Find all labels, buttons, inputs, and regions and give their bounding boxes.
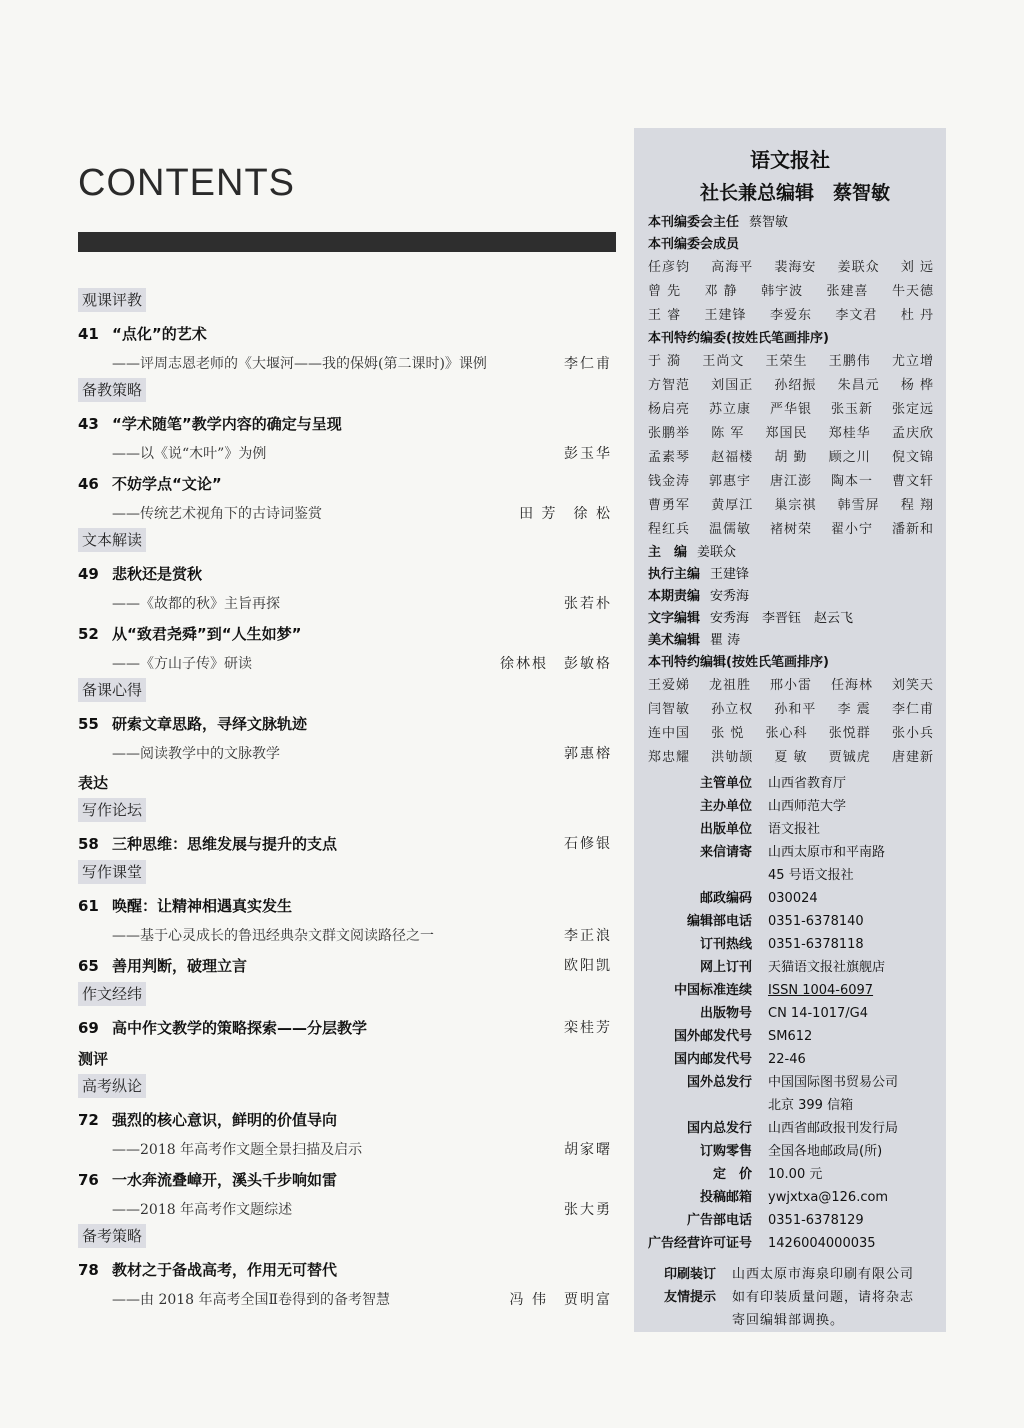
- bottom-key: 印刷装订: [663, 1267, 716, 1282]
- person-name: 褚树荣: [769, 522, 812, 537]
- person-name: 严华银: [769, 402, 812, 417]
- heading-bar: [78, 232, 616, 252]
- article-subtitle: ——以《说“木叶”》为例: [112, 446, 267, 462]
- person-name: 唐江澎: [769, 474, 812, 489]
- person-name: 王荣生: [765, 354, 808, 369]
- article-title: 悲秋还是赏秋: [112, 565, 203, 583]
- page-number: 76: [78, 1171, 99, 1189]
- person-name: 杨 桦: [900, 378, 934, 393]
- section-row: [78, 378, 618, 408]
- page-number: 69: [78, 1019, 99, 1037]
- article-subtitle-row: [78, 350, 618, 378]
- article-title: 高中作文教学的策略探索——分层教学: [112, 1019, 368, 1037]
- article-title-row: [78, 1254, 618, 1286]
- article-subtitle-row: [78, 440, 618, 468]
- article-subtitle-row: [78, 922, 618, 950]
- article-title: 强烈的核心意识，鲜明的价值导向: [112, 1111, 338, 1129]
- person-name: 张悦群: [828, 726, 871, 741]
- person-name: 倪文锦: [891, 450, 934, 465]
- info-key: 主管单位: [699, 776, 752, 791]
- info-value: 0351-6378129: [768, 1213, 864, 1228]
- info-key: 定 价: [712, 1167, 752, 1182]
- names-row: [648, 304, 934, 328]
- person-name: 翟小宁: [830, 522, 873, 537]
- person-name: 程红兵: [648, 522, 691, 537]
- section-label: 写作课堂: [78, 860, 146, 884]
- person-name: 胡 勤: [774, 450, 808, 465]
- person-name: 贾铖虎: [828, 750, 871, 765]
- person-name: 唐建新: [891, 750, 934, 765]
- article-author: 郭惠榕: [564, 746, 612, 762]
- article-title-row: [78, 828, 618, 860]
- info-value: 22-46: [768, 1052, 806, 1067]
- section-row: [78, 798, 618, 828]
- article-author: 冯 伟 贾明富: [509, 1292, 612, 1308]
- section-row: [78, 860, 618, 890]
- info-row: [634, 1117, 946, 1140]
- page-number: 49: [78, 565, 99, 583]
- section-row: [78, 288, 618, 318]
- person-name: 任海林: [830, 678, 873, 693]
- article-author: 石修银: [564, 836, 612, 852]
- article-title-row: [78, 318, 618, 350]
- bottom-key: 友情提示: [663, 1290, 716, 1305]
- person-name: 曾 先: [648, 284, 682, 299]
- article-subtitle: ——2018 年高考作文题综述: [112, 1202, 293, 1218]
- names-row: [648, 470, 934, 494]
- person-name: 刘笑天: [891, 678, 934, 693]
- special-committee-label: 本刊特约编委(按姓氏笔画排序): [648, 331, 829, 346]
- person-name: 杨启亮: [648, 402, 691, 417]
- info-key: 来信请寄: [699, 845, 752, 860]
- section-row: [78, 678, 618, 708]
- person-name: 程 翔: [900, 498, 934, 513]
- person-name: 裴海安: [774, 260, 817, 275]
- person-name: 曹勇军: [648, 498, 691, 513]
- info-row: [634, 1048, 946, 1071]
- contents-heading: CONTENTS: [78, 162, 295, 204]
- person-name: 黄厚江: [711, 498, 754, 513]
- article-author: 彭玉华: [564, 446, 612, 462]
- person-name: 邓 静: [704, 284, 738, 299]
- person-name: 苏立康: [708, 402, 751, 417]
- info-row: [634, 910, 946, 933]
- names-row: [648, 518, 934, 542]
- section-row: [78, 1224, 618, 1254]
- info-row: [634, 887, 946, 910]
- info-value: 全国各地邮政局(所): [768, 1144, 883, 1159]
- article-title-row: [78, 618, 618, 650]
- article-author: 张大勇: [564, 1202, 612, 1218]
- section-label: 备教策略: [78, 378, 146, 402]
- section-row: [78, 982, 618, 1012]
- info-value: 10.00 元: [768, 1167, 823, 1182]
- info-key: 出版物号: [699, 1006, 752, 1021]
- section-label: 观课评教: [78, 288, 146, 312]
- person-name: 任彦钧: [648, 260, 691, 275]
- article-author: 徐林根 彭敏格: [500, 656, 612, 672]
- person-name: 龙祖胜: [708, 678, 751, 693]
- names-row: [648, 422, 934, 446]
- text-editors-line: 文字编辑 安秀海 李晋钰 赵云飞: [648, 611, 854, 626]
- person-name: 王 睿: [648, 308, 682, 323]
- committee-label: 本刊编委会成员: [648, 237, 740, 252]
- info-key: 订购零售: [699, 1144, 752, 1159]
- section-label: 备课心得: [78, 678, 146, 702]
- org-name: 语文报社: [750, 148, 830, 172]
- info-key: 网上订刊: [699, 960, 752, 975]
- person-name: 钱金涛: [648, 474, 691, 489]
- article-title-row: [78, 890, 618, 922]
- person-name: 杜 丹: [900, 308, 934, 323]
- article-subtitle: ——阅读教学中的文脉教学: [112, 746, 280, 762]
- info-key: 中国标准连续: [673, 983, 752, 998]
- names-row: [648, 256, 934, 280]
- article-title: 不妨学点“文论”: [112, 475, 222, 493]
- info-value: 1426004000035: [768, 1236, 876, 1251]
- person-name: 王爱娣: [648, 678, 691, 693]
- person-name: 李文君: [835, 308, 878, 323]
- person-name: 孟庆欣: [891, 426, 934, 441]
- special-editors-label: 本刊特约编辑(按姓氏笔画排序): [648, 655, 829, 670]
- names-row: [648, 698, 934, 722]
- info-row: [634, 1094, 946, 1117]
- article-title-row: [78, 558, 618, 590]
- bottom-row: [634, 1286, 946, 1309]
- bottom-value: 山西太原市海泉印刷有限公司: [732, 1267, 915, 1282]
- info-row: [634, 1071, 946, 1094]
- person-name: 李仁甫: [891, 702, 934, 717]
- publication-info: [634, 772, 946, 1255]
- person-name: 张心科: [765, 726, 808, 741]
- page-number: 52: [78, 625, 99, 643]
- special-committee-names: [634, 350, 946, 542]
- person-name: 郑国民: [765, 426, 808, 441]
- person-name: 温儒敏: [708, 522, 751, 537]
- section-row: [78, 528, 618, 558]
- article-author: 栾桂芳: [564, 1020, 612, 1036]
- info-value: CN 14-1017/G4: [768, 1006, 868, 1021]
- article-title: 从“致君尧舜”到“人生如梦”: [112, 625, 302, 643]
- major-heading: 测评: [78, 1050, 109, 1068]
- names-row: [648, 280, 934, 304]
- info-row: [634, 933, 946, 956]
- names-row: [648, 446, 934, 470]
- info-value: 天猫语文报社旗舰店: [768, 960, 886, 975]
- article-subtitle: ——《故都的秋》主旨再探: [112, 596, 280, 612]
- person-name: 陈 军: [711, 426, 745, 441]
- article-author: 李仁甫: [564, 356, 612, 372]
- section-label: 作文经纬: [78, 982, 146, 1006]
- section-label: 高考纵论: [78, 1074, 146, 1098]
- info-row: [634, 795, 946, 818]
- info-row: [634, 864, 946, 887]
- article-author: 田 芳 徐 松: [519, 506, 612, 522]
- info-value: 中国国际图书贸易公司: [768, 1075, 899, 1090]
- page-number: 58: [78, 835, 99, 853]
- person-name: 韩雪屏: [837, 498, 880, 513]
- names-row: [648, 722, 934, 746]
- info-key: 广告部电话: [686, 1213, 752, 1228]
- info-value: 0351-6378118: [768, 937, 864, 952]
- page-number: 65: [78, 957, 99, 975]
- art-editor-line: 美术编辑 瞿 涛: [648, 633, 741, 648]
- article-subtitle: ——《方山子传》研读: [112, 656, 252, 672]
- info-row: [634, 1002, 946, 1025]
- article-title-row: [78, 1104, 618, 1136]
- info-key: 邮政编码: [699, 891, 752, 906]
- printing-info: [634, 1263, 946, 1332]
- person-name: 张 悦: [711, 726, 745, 741]
- names-row: [648, 374, 934, 398]
- page-number: 43: [78, 415, 99, 433]
- info-row: [634, 1025, 946, 1048]
- info-key: 国外邮发代号: [673, 1029, 752, 1044]
- info-row: [634, 1232, 946, 1255]
- editor-line: 主 编 姜联众: [648, 545, 737, 560]
- person-name: 顾之川: [828, 450, 871, 465]
- info-value: 山西省教育厅: [768, 776, 847, 791]
- major-heading: 表达: [78, 774, 109, 792]
- person-name: 洪劬颉: [711, 750, 754, 765]
- section-label: 备考策略: [78, 1224, 146, 1248]
- person-name: 王尚文: [702, 354, 745, 369]
- person-name: 于 漪: [648, 354, 682, 369]
- special-editor-names: [634, 674, 946, 770]
- info-key: 国内总发行: [686, 1121, 752, 1136]
- info-key: 国外总发行: [686, 1075, 752, 1090]
- person-name: 李爱东: [769, 308, 812, 323]
- person-name: 夏 敏: [774, 750, 808, 765]
- article-author: 张若朴: [564, 596, 612, 612]
- person-name: 韩宇波: [761, 284, 804, 299]
- article-title: “点化”的艺术: [112, 325, 207, 343]
- article-title-row: [78, 950, 618, 982]
- article-subtitle-row: [78, 740, 618, 768]
- page-number: 72: [78, 1111, 99, 1129]
- info-key: 订刊热线: [699, 937, 752, 952]
- person-name: 张定远: [891, 402, 934, 417]
- person-name: 朱昌元: [837, 378, 880, 393]
- person-name: 高海平: [711, 260, 754, 275]
- article-subtitle: ——2018 年高考作文题全景扫描及启示: [112, 1142, 363, 1158]
- person-name: 闫智敏: [648, 702, 691, 717]
- info-value: 语文报社: [768, 822, 821, 837]
- person-name: 尤立增: [891, 354, 934, 369]
- article-title: 研索文章思路，寻绎文脉轨迹: [112, 715, 308, 733]
- info-value: 山西太原市和平南路: [768, 845, 886, 860]
- article-title: “学术随笔”教学内容的确定与呈现: [112, 415, 342, 433]
- page-number: 55: [78, 715, 99, 733]
- section-row: [78, 1074, 618, 1104]
- info-row: [634, 772, 946, 795]
- person-name: 孙立权: [711, 702, 754, 717]
- bottom-row: [634, 1309, 946, 1332]
- article-title: 三种思维：思维发展与提升的支点: [112, 835, 338, 853]
- info-row: [634, 1140, 946, 1163]
- article-subtitle: ——由 2018 年高考全国Ⅱ卷得到的备考智慧: [112, 1292, 391, 1308]
- person-name: 刘 远: [900, 260, 934, 275]
- person-name: 赵福楼: [711, 450, 754, 465]
- page-number: 41: [78, 325, 99, 343]
- info-key: 编辑部电话: [686, 914, 752, 929]
- info-key: 投稿邮箱: [699, 1190, 752, 1205]
- article-title-row: [78, 708, 618, 740]
- person-name: 潘新和: [891, 522, 934, 537]
- info-row: [634, 1163, 946, 1186]
- article-title-row: [78, 1164, 618, 1196]
- person-name: 连中国: [648, 726, 691, 741]
- names-row: [648, 674, 934, 698]
- article-subtitle-row: [78, 590, 618, 618]
- info-value: 山西省邮政报刊发行局: [768, 1121, 899, 1136]
- names-row: [648, 746, 934, 770]
- article-title: 一水奔流叠嶂开，溪头千步响如雷: [112, 1171, 338, 1189]
- info-key: [634, 1094, 768, 1117]
- article-author: 胡家曙: [564, 1142, 612, 1158]
- article-subtitle: ——评周志恩老师的《大堰河——我的保姆(第二课时)》课例: [112, 356, 487, 372]
- info-key: [634, 864, 768, 887]
- committee-names: [634, 256, 946, 328]
- person-name: 方智范: [648, 378, 691, 393]
- section-label: 文本解读: [78, 528, 146, 552]
- info-value: ywjxtxa@126.com: [768, 1190, 889, 1205]
- info-key: 出版单位: [699, 822, 752, 837]
- bottom-key: [634, 1309, 732, 1332]
- issue-editor-line: 本期责编 安秀海: [648, 589, 750, 604]
- section-label: 写作论坛: [78, 798, 146, 822]
- chief-editor: 社长兼总编辑 蔡智敏: [699, 182, 890, 204]
- info-key: 广告经营许可证号: [647, 1236, 752, 1251]
- person-name: 张玉新: [830, 402, 873, 417]
- info-row: [634, 1209, 946, 1232]
- table-of-contents: [78, 288, 618, 1314]
- person-name: 王建锋: [704, 308, 747, 323]
- names-row: [648, 494, 934, 518]
- info-row: [634, 979, 946, 1002]
- bottom-value: 如有印装质量问题，请将杂志: [732, 1290, 915, 1305]
- info-key: 主办单位: [699, 799, 752, 814]
- person-name: 张鹏举: [648, 426, 691, 441]
- committee-head: 本刊编委会主任 蔡智敏: [648, 215, 789, 230]
- info-key: 国内邮发代号: [673, 1052, 752, 1067]
- article-title: 唤醒：让精神相遇真实发生: [112, 897, 293, 915]
- person-name: 曹文轩: [891, 474, 934, 489]
- info-value: 山西师范大学: [768, 799, 847, 814]
- info-row: [634, 1186, 946, 1209]
- info-row: [634, 841, 946, 864]
- info-value: 0351-6378140: [768, 914, 864, 929]
- article-subtitle: ——传统艺术视角下的古诗词鉴赏: [112, 506, 322, 522]
- article-subtitle-row: [78, 500, 618, 528]
- bottom-row: [634, 1263, 946, 1286]
- info-value: ISSN 1004-6097: [768, 983, 874, 998]
- person-name: 陶本一: [830, 474, 873, 489]
- article-author: 李正浪: [564, 928, 612, 944]
- info-value: 030024: [768, 891, 818, 906]
- page-number: 61: [78, 897, 99, 915]
- article-author: 欧阳凯: [564, 958, 612, 974]
- person-name: 郑桂华: [828, 426, 871, 441]
- page-number: 78: [78, 1261, 99, 1279]
- exec-editor-line: 执行主编 王建锋: [648, 567, 750, 582]
- info-row: [634, 818, 946, 841]
- info-value: 45 号语文报社: [768, 868, 854, 883]
- person-name: 孙绍振: [774, 378, 817, 393]
- article-subtitle-row: [78, 1286, 618, 1314]
- article-title-row: [78, 408, 618, 440]
- article-title: 教材之于备战高考，作用无可替代: [112, 1261, 338, 1279]
- person-name: 刘国正: [711, 378, 754, 393]
- page-number: 46: [78, 475, 99, 493]
- person-name: 张建喜: [826, 284, 869, 299]
- person-name: 孟素琴: [648, 450, 691, 465]
- person-name: 姜联众: [837, 260, 880, 275]
- masthead-panel: [634, 128, 946, 1332]
- article-title-row: [78, 468, 618, 500]
- person-name: 郑忠耀: [648, 750, 691, 765]
- person-name: 孙和平: [774, 702, 817, 717]
- article-title-row: [78, 1012, 618, 1044]
- names-row: [648, 398, 934, 422]
- bottom-value: 寄回编辑部调换。: [732, 1313, 845, 1328]
- article-subtitle: ——基于心灵成长的鲁迅经典杂文群文阅读路径之一: [112, 928, 434, 944]
- names-row: [648, 350, 934, 374]
- info-row: [634, 956, 946, 979]
- person-name: 郭惠宇: [708, 474, 751, 489]
- person-name: 张小兵: [891, 726, 934, 741]
- person-name: 巢宗祺: [774, 498, 817, 513]
- person-name: 李 震: [837, 702, 871, 717]
- info-value: 北京 399 信箱: [768, 1098, 854, 1113]
- info-value: SM612: [768, 1029, 813, 1044]
- person-name: 邢小雷: [769, 678, 812, 693]
- person-name: 王鹏伟: [828, 354, 871, 369]
- article-subtitle-row: [78, 650, 618, 678]
- article-title: 善用判断，破理立言: [112, 957, 248, 975]
- article-subtitle-row: [78, 1196, 618, 1224]
- article-subtitle-row: [78, 1136, 618, 1164]
- person-name: 牛天德: [891, 284, 934, 299]
